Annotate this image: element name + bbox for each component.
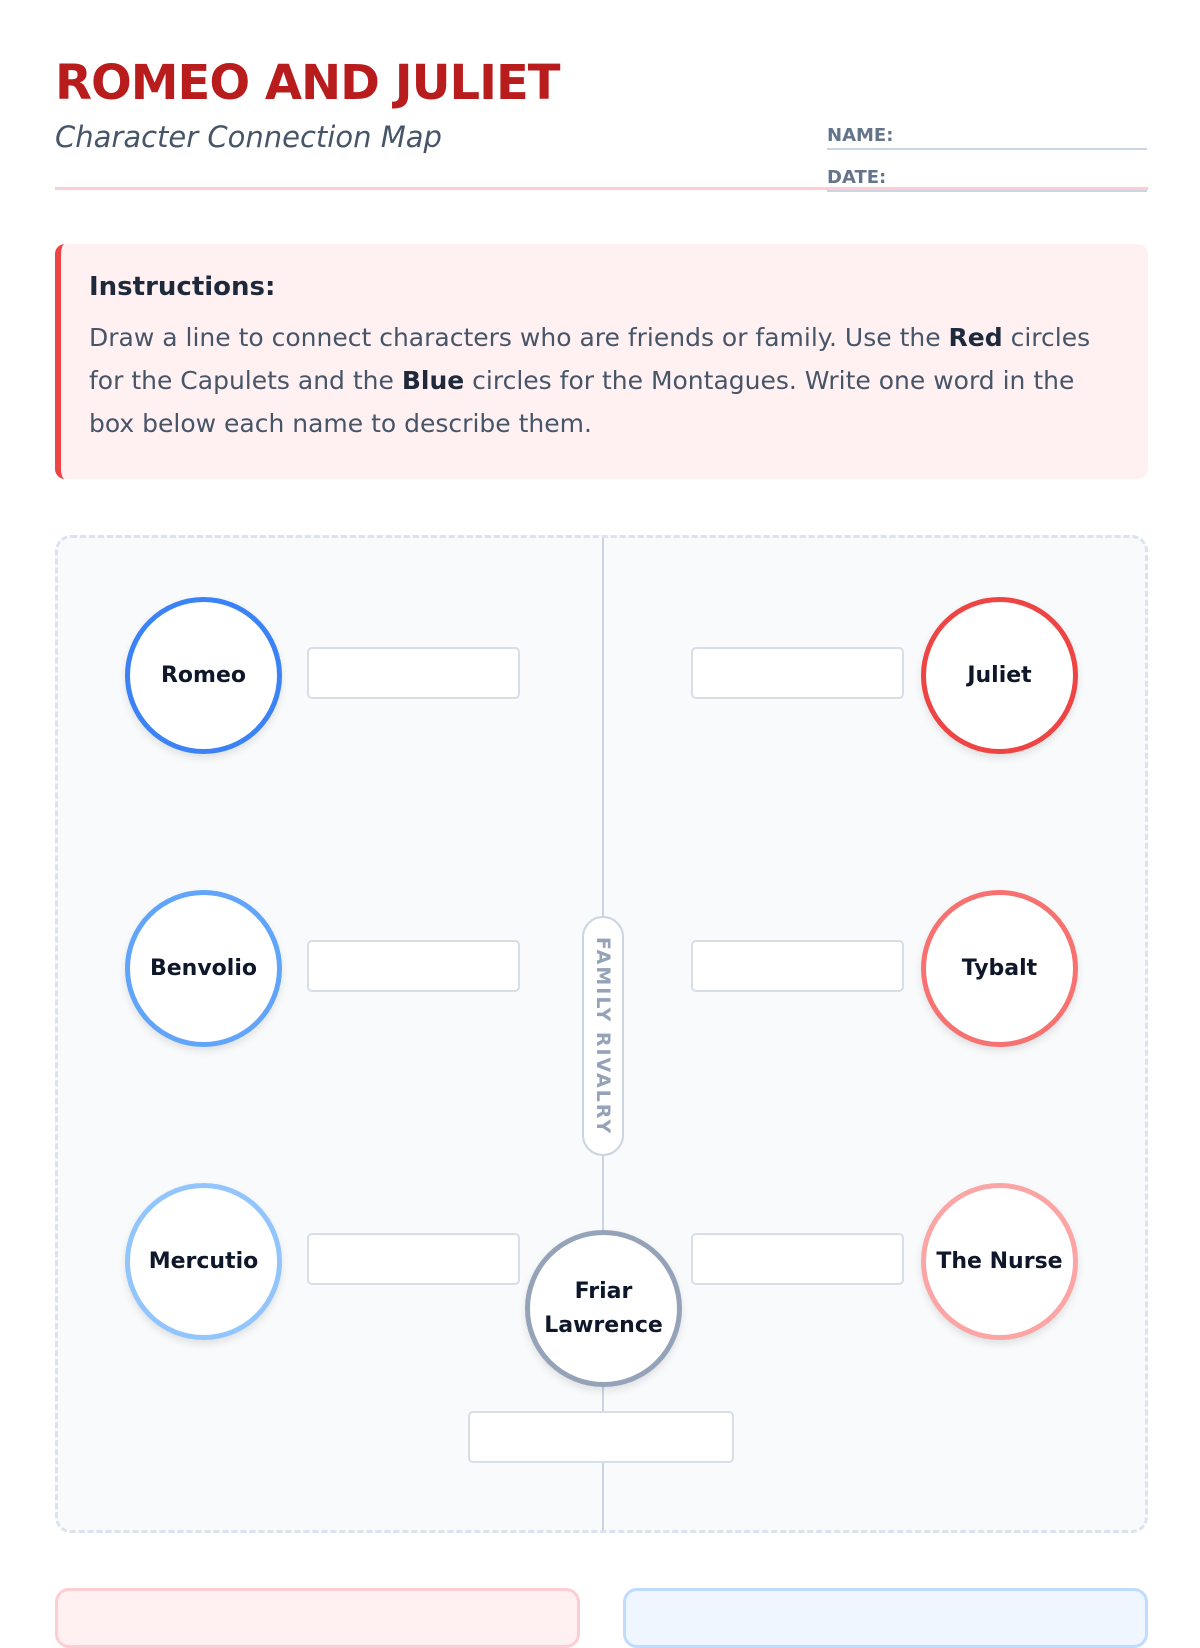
description-box-juliet[interactable] (691, 647, 904, 699)
character-circle-tybalt[interactable] (921, 890, 1078, 1047)
character-name-line: Friar (574, 1278, 633, 1304)
character-name-mercutio: Mercutio (148, 1248, 259, 1274)
character-circle-the-nurse[interactable] (921, 1183, 1078, 1340)
character-name-friar-lawrence (544, 1275, 663, 1343)
family-rivalry-label: FAMILY RIVALRY (592, 936, 614, 1136)
character-name-the-nurse: The Nurse (936, 1248, 1063, 1274)
instructions-text-part: circles for the Montagues. Write one word in the box below each name to describe them. (89, 366, 1075, 438)
description-box-the-nurse[interactable] (691, 1233, 904, 1285)
instructions-box (55, 244, 1148, 479)
worksheet-header (55, 50, 1148, 190)
capulet-card (55, 1588, 580, 1648)
character-name-line: Lawrence (544, 1312, 663, 1338)
character-circle-juliet[interactable] (921, 597, 1078, 754)
instructions-heading: Instructions: (89, 272, 276, 302)
instructions-text-part: circles for the Capulets and the (89, 323, 1091, 395)
character-name-romeo: Romeo (160, 662, 246, 688)
character-circle-romeo[interactable] (125, 597, 282, 754)
name-label: NAME: (827, 125, 894, 146)
instructions-text (89, 316, 1118, 445)
character-circle-benvolio[interactable] (125, 890, 282, 1047)
character-map (55, 535, 1148, 1533)
instructions-text-part: Draw a line to connect characters who are friends or family. Use the (89, 323, 949, 352)
name-field[interactable] (827, 120, 1147, 150)
character-name-juliet: Juliet (967, 662, 1032, 688)
description-box-friar-lawrence[interactable] (468, 1411, 734, 1463)
character-name-benvolio: Benvolio (149, 955, 257, 981)
date-label: DATE: (827, 167, 887, 188)
character-name-tybalt: Tybalt (961, 955, 1038, 981)
description-box-mercutio[interactable] (307, 1233, 520, 1285)
page-title: ROMEO AND JULIET (55, 55, 560, 111)
description-box-tybalt[interactable] (691, 940, 904, 992)
character-circle-mercutio[interactable] (125, 1183, 282, 1340)
character-circle-friar-lawrence[interactable] (525, 1230, 682, 1387)
instructions-bold-red: Red (948, 323, 1003, 352)
description-box-romeo[interactable] (307, 647, 520, 699)
page-subtitle: Character Connection Map (55, 120, 442, 154)
instructions-bold-blue: Blue (401, 366, 465, 395)
description-box-benvolio[interactable] (307, 940, 520, 992)
montague-card (623, 1588, 1148, 1648)
date-field[interactable] (827, 162, 1147, 192)
